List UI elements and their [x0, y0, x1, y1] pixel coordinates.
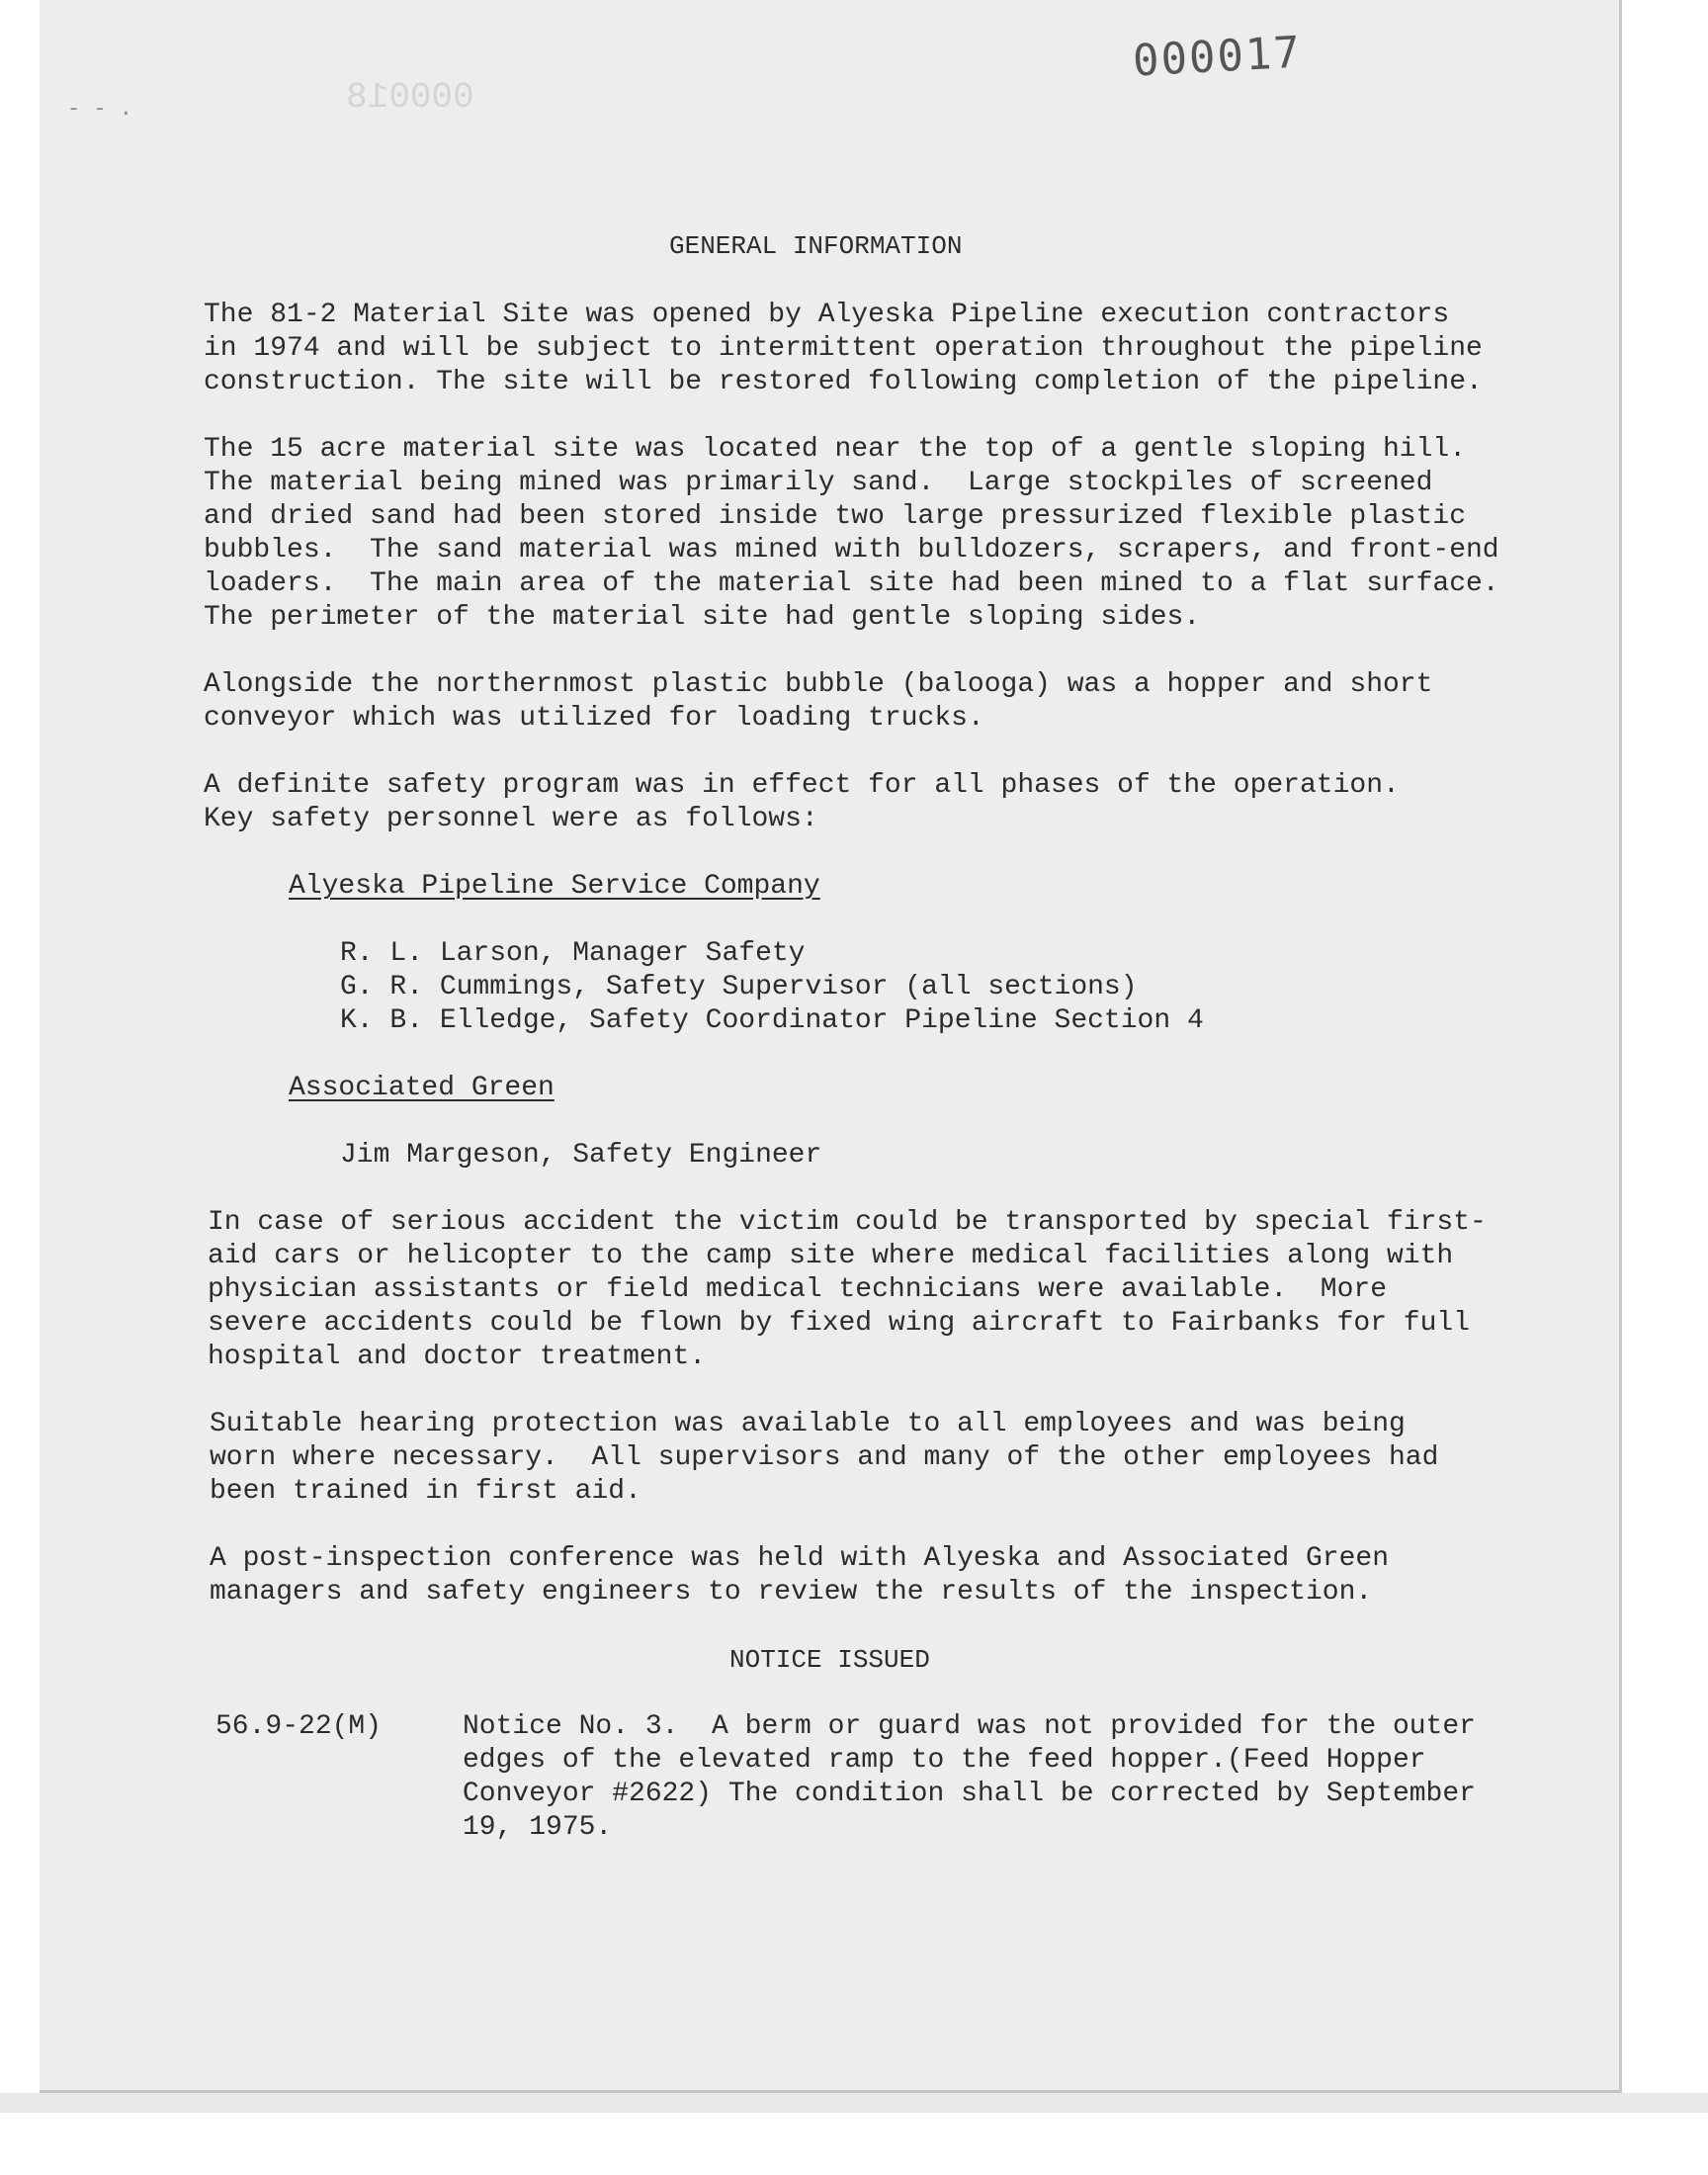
paragraph-safety-program: A definite safety program was in effect for all phases of the operation. Key safety personnel were as follows:	[204, 770, 1400, 834]
notice-text: Notice No. 3. A berm or guard was not provided for the outer edges of the elevated ramp to the feed hopper.(Feed Hopper Conveyor #2622) The condition shall be corrected by September 19, 1975.	[463, 1711, 1476, 1843]
section-title-general-information: GENERAL INFORMATION	[669, 231, 963, 261]
personnel-item: K. B. Elledge, Safety Coordinator Pipeline Section 4	[340, 1005, 1204, 1036]
section-title-notice-issued: NOTICE ISSUED	[729, 1645, 930, 1675]
bleed-through-number: 000018	[346, 77, 474, 118]
personnel-item: Jim Margeson, Safety Engineer	[340, 1140, 822, 1171]
notice-standard-code: 56.9-22(M)	[215, 1711, 383, 1742]
page-stamp-number: 000017	[1131, 27, 1304, 87]
paragraph-site-opening: The 81-2 Material Site was opened by Alyeska Pipeline execution contractors in 1974 and will be subject to intermittent operation throughout the pipeline construction. The site will be restored following completion of the pipeline.	[204, 300, 1483, 397]
company-heading-alyeska: Alyeska Pipeline Service Company	[289, 871, 820, 902]
paragraph-hopper-conveyor: Alongside the northernmost plastic bubble (balooga) was a hopper and short conveyor which was utilized for loading trucks.	[204, 669, 1433, 734]
personnel-item: G. R. Cummings, Safety Supervisor (all sections)	[340, 972, 1138, 1002]
paragraph-accident-transport: In case of serious accident the victim could be transported by special first- aid cars or helicopter to the camp site where medical facilities along with physician assistants or field medical technicians were available. More severe accidents could be flown by fixed wing aircraft to Fairbanks for full hospital and doctor treatment.	[208, 1207, 1487, 1372]
personnel-item: R. L. Larson, Manager Safety	[340, 938, 806, 969]
page-bottom-band	[0, 2093, 1708, 2113]
paragraph-site-description: The 15 acre material site was located near the top of a gentle sloping hill. The material being mined was primarily sand. Large stockpiles of screened and dried sand had been stored inside two large pressurized flexible plastic bubbles. The sand material was mined with bulldozers, scrapers, and front-end loaders. The main area of the material site had been mined to a flat surface. The perimeter of the material site had gentle sloping sides.	[204, 434, 1499, 633]
company-heading-associated-green: Associated Green	[289, 1073, 555, 1103]
paragraph-hearing-protection: Suitable hearing protection was available to all employees and was being worn where necessary. All supervisors and many of the other employees had been trained in first aid.	[210, 1409, 1439, 1507]
margin-mark: - - .	[67, 97, 133, 122]
paragraph-post-inspection: A post-inspection conference was held with Alyeska and Associated Green managers and safety engineers to review the results of the inspection.	[210, 1543, 1389, 1608]
